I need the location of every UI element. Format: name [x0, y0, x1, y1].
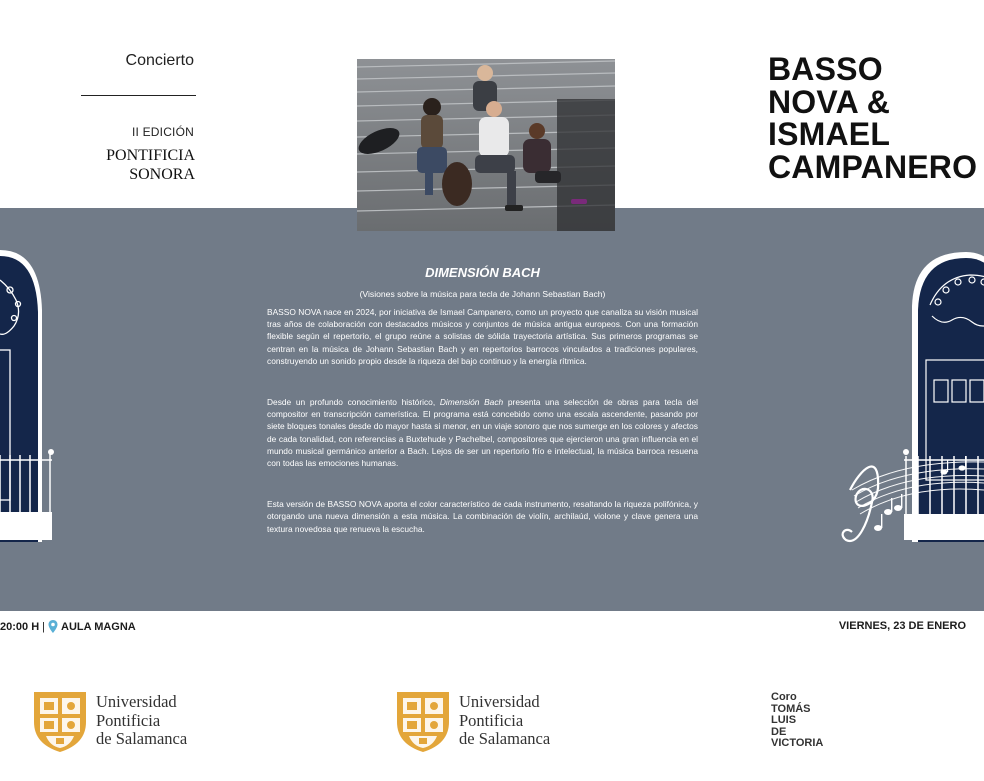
- paragraph-program-title: Dimensión Bach: [439, 397, 504, 408]
- choir-logo-line: DE: [771, 725, 787, 738]
- program-subtitle: (Visiones sobre la música para tecla de Johann Sebastian Bach): [359, 289, 606, 299]
- university-name-line: de Salamanca: [459, 729, 551, 749]
- arch-window-illustration: [0, 250, 60, 542]
- paragraph-program: [267, 396, 698, 469]
- university-logo: [393, 686, 563, 756]
- paragraph-program-text: Desde un profundo conocimiento histórico,: [267, 397, 440, 408]
- event-type: Concierto: [125, 52, 194, 69]
- location-pin-icon: [48, 620, 58, 633]
- university-name-line: de Salamanca: [96, 729, 188, 749]
- edition-label: II EDICIÓN: [131, 125, 194, 139]
- paragraph-instruments: Esta versión de BASSO NOVA aporta el color característico de cada instrumento, resaltando la riqueza polifónica, y otorgando una nueva dimensión a esta música. La combinación de violín, archilaúd, violone y clave genera una textura novedosa que renueva la escucha.: [267, 499, 698, 534]
- choir-logo-line: Coro: [771, 691, 797, 703]
- divider: [81, 95, 196, 96]
- paragraph-program-text: presenta una selección de obras para tecla del compositor en transcripción camerística. El programa está concebido como una escala ascendente, pasando por siete bloques tonales desde do mayor hasta si menor, en un viaje sonoro que nos sumerge en los colores y afectos de cada tonalidad, con referencias a Buxtehude y Pachelbel, compositores que ejercieron una gran influencia en el mundo musical germánico anterior a Bach. Lejos de ser un repertorio frío e intelectual, la música barroca resuena con todas las emociones humanas.: [267, 397, 698, 469]
- university-name: [96, 693, 187, 749]
- university-name-line: Universidad: [96, 692, 177, 712]
- concert-title: [768, 53, 978, 183]
- event-venue: AULA MAGNA: [61, 620, 136, 633]
- university-crest-icon: [393, 688, 453, 754]
- title-line: ISMAEL: [768, 116, 891, 152]
- separator: |: [42, 620, 45, 633]
- series-brand-line: SONORA: [129, 166, 195, 183]
- title-line: CAMPANERO: [768, 148, 978, 185]
- title-line: NOVA &: [768, 83, 891, 120]
- university-name: [459, 693, 550, 749]
- ensemble-photo: [357, 59, 615, 231]
- choir-logo-line: VICTORIA: [771, 737, 824, 749]
- series-brand-line: PONTIFICIA: [106, 147, 195, 164]
- arch-window-music-illustration: [826, 250, 984, 568]
- title-line: BASSO: [768, 51, 883, 87]
- choir-logo: [771, 692, 823, 750]
- paragraph-intro: BASSO NOVA nace en 2024, por iniciativa de Ismael Campanero, como un proyecto que canaliza su visión musical tras años de colaboración con destacados músicos y conjuntos de música antigua europeos. Con una formación flexible según el repertorio, el grupo reúne a solistas de sólida trayectoria artística. Sus primeros programas se centran en la música de Johann Sebastian Bach y en repertorios barrocos vinculados a tradiciones populares, construyendo un sonido propio desde la riqueza del bajo continuo y la energía rítmica.: [267, 307, 698, 366]
- event-date: VIERNES, 23 DE ENERO: [838, 620, 966, 632]
- university-name-line: Universidad: [459, 692, 540, 712]
- choir-logo-line: TOMÁS: [771, 702, 811, 715]
- series-brand: [40, 146, 195, 184]
- university-name-line: Pontificia: [459, 710, 524, 730]
- choir-logo-line: LUIS: [771, 714, 797, 726]
- program-text: [267, 265, 698, 535]
- event-time-venue: [0, 620, 136, 633]
- university-crest-icon: [30, 688, 90, 754]
- university-name-line: Pontificia: [96, 710, 161, 730]
- university-logo: [30, 686, 200, 756]
- program-title: DIMENSIÓN BACH: [425, 265, 540, 280]
- event-time: 20:00 H: [0, 620, 40, 633]
